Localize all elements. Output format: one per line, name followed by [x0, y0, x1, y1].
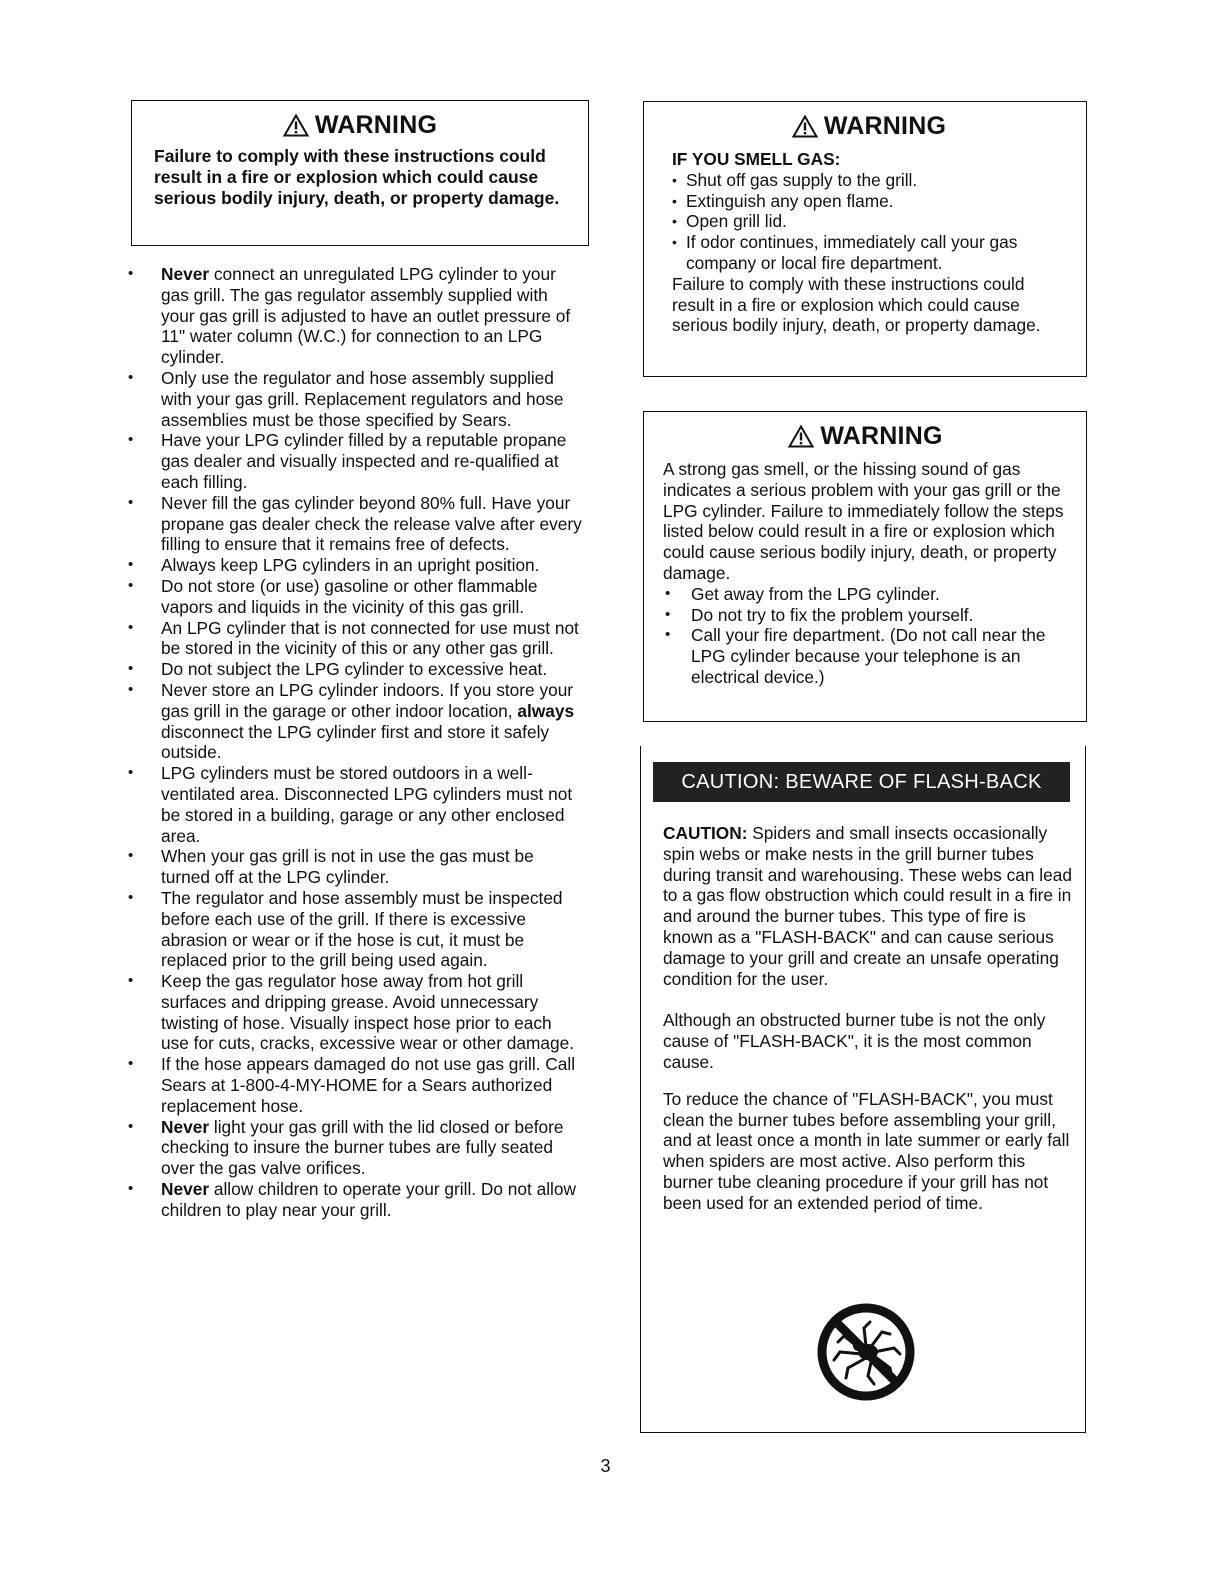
- list-item: • Extinguish any open flame.: [672, 191, 1066, 212]
- warning-box-left: [131, 100, 589, 246]
- list-item-text: LPG cylinders must be stored outdoors in a well-ventilated area. Disconnected LPG cylinders must not be stored in a building, garage or any other enclosed area.: [161, 763, 573, 846]
- list-item: [124, 659, 584, 680]
- list-item: [124, 430, 584, 492]
- list-item: [124, 576, 584, 618]
- warning-heading-text: WARNING: [823, 112, 947, 140]
- warning-triangle-icon: [792, 115, 818, 138]
- warning-heading: [154, 111, 566, 140]
- caution-lead: CAUTION:: [663, 823, 748, 843]
- list-item: [124, 493, 584, 555]
- caution-content: [663, 823, 1073, 1214]
- list-item-text: allow children to operate your grill. Do not allow children to play near your grill.: [161, 1179, 576, 1220]
- page-number: 3: [600, 1456, 611, 1476]
- safety-list: [124, 264, 584, 1221]
- no-spiders-icon: [816, 1302, 916, 1402]
- list-item-text: If the hose appears damaged do not use gas grill. Call Sears at 1-800-4-MY-HOME for a Sears authorized replacement hose.: [161, 1054, 576, 1116]
- list-item-text: Never store an LPG cylinder indoors. If you store your gas grill in the garage or other indoor location,: [161, 679, 574, 721]
- list-item: [124, 555, 584, 576]
- list-item: [124, 1117, 584, 1179]
- caution-banner: CAUTION: BEWARE OF FLASH-BACK: [653, 762, 1070, 802]
- list-item: • Get away from the LPG cylinder.: [663, 584, 1068, 605]
- emphasis-text: Never: [161, 1179, 210, 1200]
- list-item-text: Only use the regulator and hose assembly supplied with your gas grill. Replacement regulators and hose assemblies must be those specified by Sears.: [161, 367, 564, 430]
- emphasis-text: Never: [161, 264, 210, 284]
- caution-paragraph-2: Although an obstructed burner tube is not the only cause of "FLASH-BACK", it is the most common cause.: [663, 1010, 1046, 1072]
- caution-paragraph-1: [663, 823, 1073, 989]
- list-item: [124, 1054, 584, 1116]
- list-item: • Do not try to fix the problem yourself.: [663, 605, 1068, 626]
- list-item-text: Do not subject the LPG cylinder to excessive heat.: [161, 659, 548, 680]
- list-item-text: disconnect the LPG cylinder first and store it safely outside.: [161, 721, 550, 763]
- warning-heading-text: WARNING: [314, 111, 438, 139]
- list-item: [124, 846, 584, 888]
- caution-paragraph-3: To reduce the chance of "FLASH-BACK", you must clean the burner tubes before assembling your grill, and at least once a month in late summer or early fall when spiders are most active. Also perform this burner tube cleaning procedure if your grill has not been used for an extended period of time.: [663, 1088, 1070, 1213]
- list-item: [124, 264, 584, 368]
- list-item-text: Never fill the gas cylinder beyond 80% full. Have your propane gas dealer check the release valve after every filling to ensure that it remains free of defects.: [161, 492, 582, 555]
- list-item: • Call your fire department. (Do not call near the LPG cylinder because your telephone is an electrical device.): [663, 625, 1068, 687]
- list-item: [124, 888, 584, 971]
- emphasis-text: Never: [161, 1116, 210, 1137]
- list-item-text: Have your LPG cylinder filled by a reputable propane gas dealer and visually inspected and re-qualified at each filling.: [161, 430, 567, 492]
- caution-paragraph-1-text: Spiders and small insects occasionally spin webs or make nests in the grill burner tubes during transit and warehousing. These webs can lead to a gas flow obstruction which could result in a fire in and around the burner tubes. This type of fire is known as a "FLASH-BACK" and can cause serious damage to your grill and create an unsafe operating condition for the user.: [663, 823, 1072, 989]
- list-item: • If odor continues, immediately call your gas company or local fire department.: [672, 232, 1066, 274]
- strong-smell-text: A strong gas smell, or the hissing sound of gas indicates a serious problem with your gas grill or the LPG cylinder. Failure to immediately follow the steps listed below could result in a fire or explosion which could cause serious bodily injury, death, or property damage.: [663, 459, 1064, 583]
- smell-gas-footer: Failure to comply with these instructions could result in a fire or explosion which could cause serious bodily injury, death, or property damage.: [672, 273, 1041, 336]
- warning-box-strong-smell: [643, 411, 1087, 722]
- list-item-text: Keep the gas regulator hose away from hot grill surfaces and dripping grease. Avoid unnecessary twisting of hose. Visually inspect hose prior to each use for cuts, cracks, excessive wear or other damage.: [161, 971, 575, 1054]
- list-item-text: Always keep LPG cylinders in an upright position.: [161, 555, 540, 576]
- list-item-text: Do not store (or use) gasoline or other flammable vapors and liquids in the vicinity of this gas grill.: [161, 575, 538, 617]
- list-item-text: light your gas grill with the lid closed or before checking to insure the burner tubes are fully seated over the gas valve orifices.: [161, 1116, 564, 1179]
- list-item-text: connect an unregulated LPG cylinder to your gas grill. The gas regulator assembly supplied with your gas grill is adjusted to have an outlet pressure of 11" water column (W.C.) for connection to an LPG cylinder.: [161, 264, 571, 368]
- strong-smell-steps: [663, 584, 1068, 688]
- warning-triangle-icon: [283, 114, 309, 137]
- warning-heading: [663, 422, 1068, 451]
- list-item: [124, 680, 584, 763]
- list-item: [124, 971, 584, 1054]
- emphasis-text: always: [517, 700, 575, 721]
- list-item: [124, 368, 584, 430]
- warning-triangle-icon: [788, 425, 814, 448]
- list-item-text: When your gas grill is not in use the gas must be turned off at the LPG cylinder.: [161, 846, 534, 888]
- warning-heading: [672, 112, 1066, 141]
- list-item: [124, 763, 584, 846]
- warning-box-smell-gas: [643, 101, 1087, 377]
- smell-gas-title: IF YOU SMELL GAS:: [672, 149, 841, 169]
- list-item-text: The regulator and hose assembly must be inspected before each use of the grill. If there is excessive abrasion or wear or if the hose is cut, it must be replaced prior to the grill being used again.: [161, 887, 563, 971]
- list-item: [124, 1179, 584, 1221]
- smell-gas-steps: [672, 170, 1066, 274]
- list-item-text: An LPG cylinder that is not connected for use must not be stored in the vicinity of this or any other gas grill.: [161, 617, 579, 659]
- list-item: [124, 618, 584, 660]
- list-item: • Shut off gas supply to the grill.: [672, 170, 1066, 191]
- warning-text: Failure to comply with these instructions could result in a fire or explosion which could cause serious bodily injury, death, or property damage.: [154, 146, 560, 208]
- list-item: • Open grill lid.: [672, 211, 1066, 232]
- warning-heading-text: WARNING: [820, 422, 943, 450]
